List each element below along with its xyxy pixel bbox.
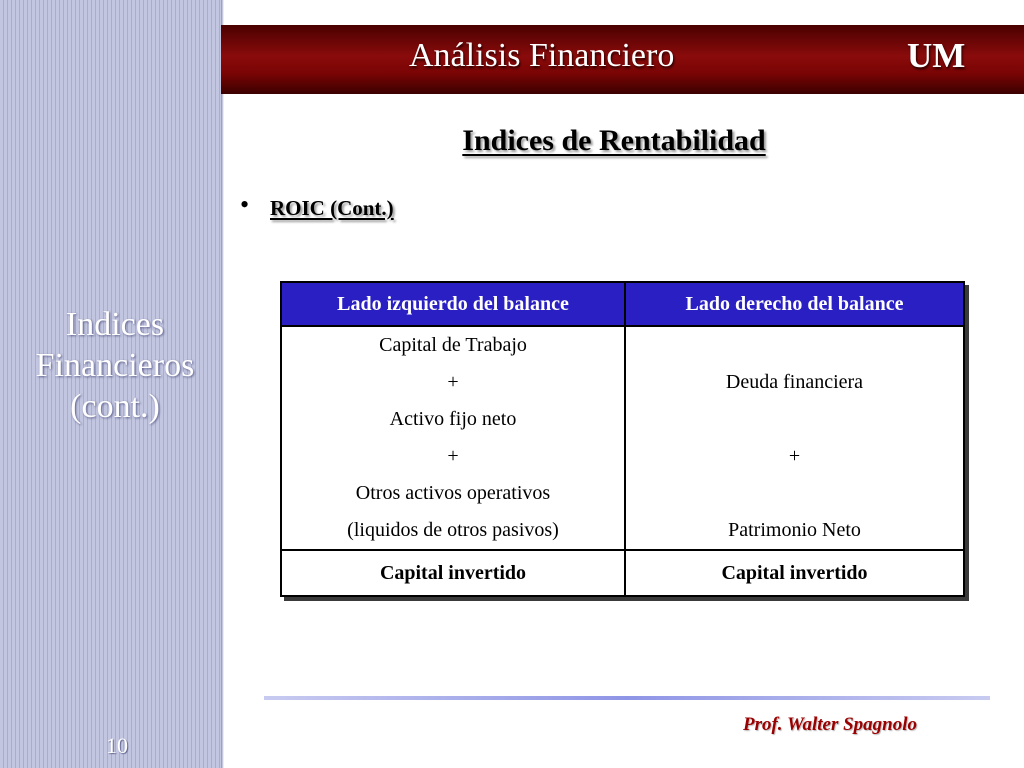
table-footer-right: Capital invertido [625,550,964,596]
table-line: Patrimonio Neto [728,519,861,541]
header-band [221,25,1024,94]
table-line [626,327,963,364]
table-line [626,401,963,438]
table-header-right: Lado derecho del balance [625,282,964,326]
table-header-row [281,282,964,326]
table-line: + [788,445,801,467]
footer-divider [264,696,990,700]
author-name: Prof. Walter Spagnolo [742,714,917,735]
university-logo: UM [907,36,966,75]
slide-number: 10 [106,733,128,758]
table-line: Deuda financiera [725,371,864,393]
table-line: + [447,445,459,467]
table-line: + [447,371,459,393]
section-title: Indices de Rentabilidad [462,124,766,157]
table-line: Otros activos operativos [355,482,551,504]
table-cell-right [625,326,964,550]
table-body-row [281,326,964,550]
table-line [626,475,963,512]
table-header-left: Lado izquierdo del balance [281,282,625,326]
table-line: Activo fijo neto [389,408,517,430]
sidebar-title-line-1: Indices [65,306,165,343]
balance-table [280,281,965,597]
balance-table-container [280,281,965,597]
bullet-marker: • [240,190,250,219]
sidebar-title-line-2: Financieros [35,347,195,384]
table-footer-left: Capital invertido [281,550,625,596]
table-line: Capital de Trabajo [379,334,527,356]
table-cell-left [281,326,625,550]
sidebar-title-line-3: (cont.) [70,388,160,425]
bullet-text: ROIC (Cont.) [270,196,394,220]
table-footer-row [281,550,964,596]
sidebar-title [0,304,230,427]
table-line: (liquidos de otros pasivos) [347,519,559,541]
slide-header-title: Análisis Financiero [409,37,675,74]
